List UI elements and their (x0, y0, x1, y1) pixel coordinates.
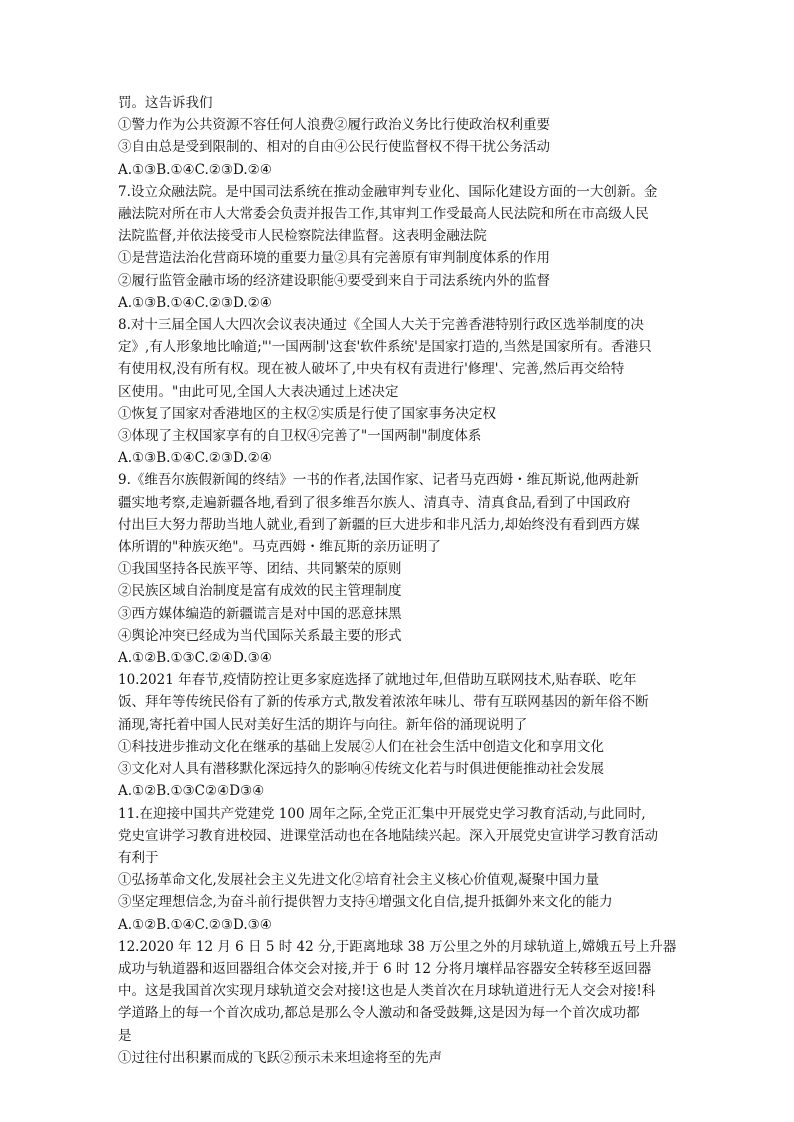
text-line: ①过往付出积累而成的飞跃②预示未来坦途将至的先声 (118, 1049, 442, 1066)
text-line: 法院监督,并依法接受市人民检察院法律监督。这表明金融法院 (118, 228, 487, 245)
text-line: 中。这是我国首次实现月球轨道交会对接!这也是人类首次在月球轨道进行无人交会对接!科 (118, 983, 656, 1000)
text-line: 是 (118, 1027, 132, 1044)
text-line: 学道路上的每一个首次成功,都总是那么令人激动和备受鼓舞,这是因为每一个首次成功都 (118, 1005, 640, 1022)
text-line: 11.在迎接中国共产党建党 100 周年之际,全党正汇集中开展党史学习教育活动,与此同时, (118, 805, 646, 822)
text-line: 有使用权,没有所有权。现在被人破坏了,中央有权有责进行'修理'、完善,然后再交给特 (118, 361, 625, 378)
text-line: 成功与轨道器和返回器组合体交会对接,并于 6 时 12 分将月壤样品容器安全转移至返回器 (118, 960, 652, 977)
text-line: 融法院对所在市人大常委会负责并报告工作,其审判工作受最高人民法院和所在市高级人民 (118, 206, 649, 223)
text-line: A.①③B.①④C.②③D.②④ (118, 450, 272, 467)
text-line: A.①③B.①④C.②③D.②④ (118, 294, 272, 311)
text-line: 8.对十三届全国人大四次会议表决通过《全国人大关于完善香港特别行政区选举制度的决 (118, 317, 644, 334)
text-line: 付出巨大努力帮助当地人就业,看到了新疆的巨大进步和非凡活力,却始终没有看到西方媒 (118, 516, 640, 533)
text-line: 9.《维吾尔族假新闻的终结》一书的作者,法国作家、记者马克西姆・维瓦斯说,他两赴新 (118, 472, 639, 489)
text-line: 罚。这告诉我们 (118, 95, 213, 111)
document-page (118, 92, 688, 1069)
text-line: ①警力作为公共资源不容任何人浪费②履行政治义务比行使政治权利重要 (118, 117, 550, 134)
text-line: 疆实地考察,走遍新疆各地,看到了很多维吾尔族人、清真寺、清真食品,看到了中国政府 (118, 494, 631, 511)
text-line: ④舆论冲突已经成为当代国际关系最主要的形式 (118, 627, 402, 644)
text-line: 体所谓的"种族灭绝"。马克西姆・维瓦斯的亲历证明了 (118, 539, 441, 556)
text-line: 有利于 (118, 849, 159, 866)
text-line: 10.2021 年春节,疫情防控让更多家庭选择了就地过年,但借助互联网技术,贴春联、吃年 (118, 672, 637, 689)
text-line: ①弘扬革命文化,发展社会主义先进文化②培育社会主义核心价值观,凝聚中国力量 (118, 872, 600, 889)
text-line: A.①②B.①④C.②③D.③④ (118, 916, 272, 933)
text-line: A.①②B.①③C②④D③④ (118, 783, 265, 800)
text-line: ②民族区域自治制度是富有成效的民主管理制度 (118, 583, 402, 600)
text-line: A.①③B.①④C.②③D.②④ (118, 161, 272, 178)
text-line: A.①②B.①③C.②④D.③④ (118, 650, 272, 667)
text-line: 定》,有人形象地比喻道;"'一国两制'这套'软件系统'是国家打造的,当然是国家所有。香港只 (118, 339, 652, 356)
text-line: ①恢复了国家对香港地区的主权②实质是行使了国家事务决定权 (118, 405, 496, 422)
text-line: 7.设立众融法院。是中国司法系统在推动金融审判专业化、国际化建设方面的一大创新。金 (118, 183, 658, 200)
text-line: ②履行监管金融市场的经济建设职能④要受到来自于司法系统内外的监督 (118, 272, 550, 289)
text-line: 12.2020 年 12 月 6 日 5 时 42 分,于距离地球 38 万公里之外的月球轨道上,嫦娥五号上升器 (118, 938, 677, 955)
text-line: ③坚定理想信念,为奋斗前行提供智力支持④增强文化自信,提升抵御外来文化的能力 (118, 894, 613, 911)
text-line: ③文化对人具有潜移默化深远持久的影响④传统文化若与时俱进便能推动社会发展 (118, 761, 604, 778)
text-line: 党史宣讲学习教育进校园、进课堂活动也在各地陆续兴起。深入开展党史宣讲学习教育活动 (118, 827, 658, 844)
text-line: ③西方媒体编造的新疆谎言是对中国的恶意抹黑 (118, 605, 402, 622)
text-line: ③体现了主权国家享有的自卫权④完善了"一国两制"制度体系 (118, 428, 482, 445)
text-line: ①我国坚持各民族平等、团结、共同繁荣的原则 (118, 561, 402, 578)
text-line: 区使用。"由此可见,全国人大表决通过上述决定 (118, 383, 399, 400)
text-line: ①科技进步推动文化在继承的基础上发展②人们在社会生活中创造文化和享用文化 (118, 738, 604, 755)
text-line: ③自由总是受到限制的、相对的自由④公民行使监督权不得干扰公务活动 (118, 139, 550, 156)
text-line: 涌现,寄托着中国人民对美好生活的期许与向往。新年俗的涌现说明了 (118, 716, 528, 733)
text-line: 饭、拜年等传统民俗有了新的传承方式,散发着浓浓年味儿、带有互联网基因的新年俗不断 (118, 694, 649, 711)
text-line: ①是营造法治化营商环境的重要力量②具有完善原有审判制度体系的作用 (118, 250, 550, 267)
